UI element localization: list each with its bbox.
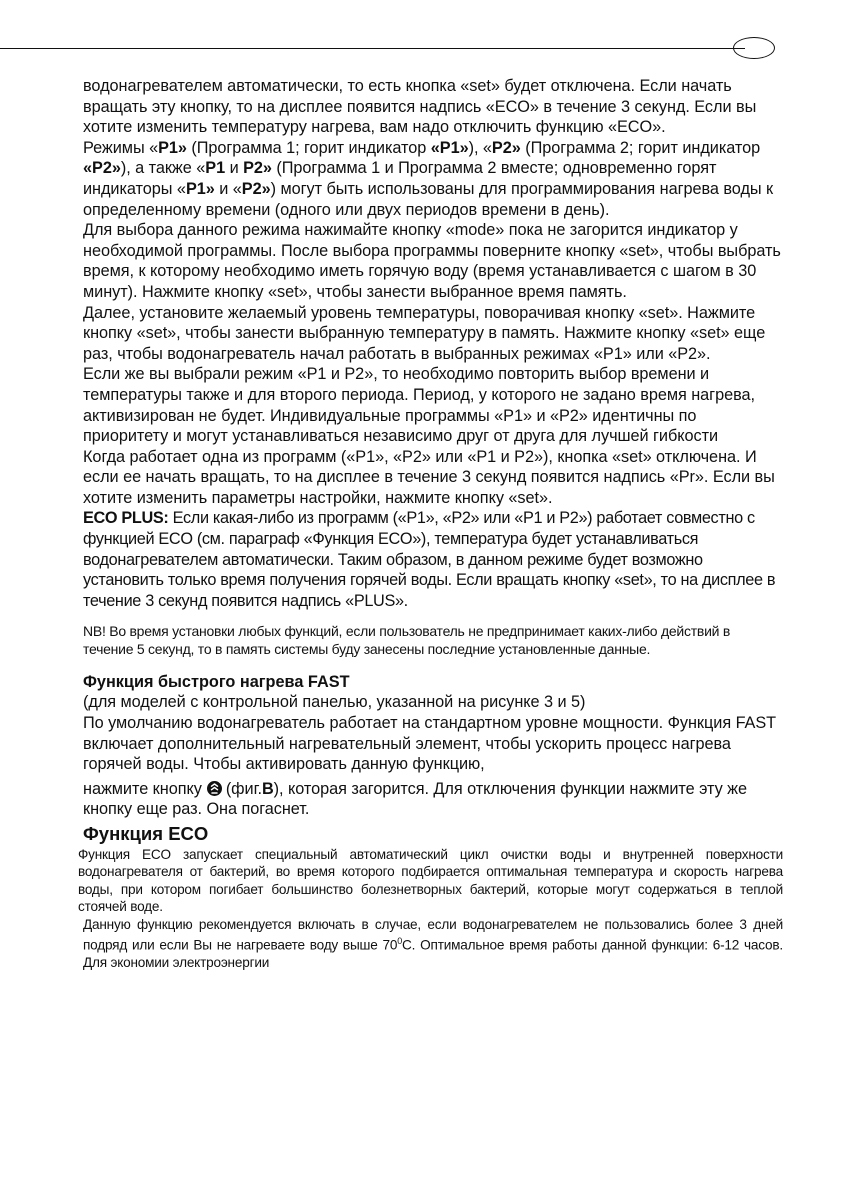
paragraph-p1-p2: Если же вы выбрали режим «P1 и P2», то необходимо повторить выбор времени и температуры также и для второго периода. Период, у которого не задано время нагрева, активизирован не будет. Индивидуальные программы «P1» и «P2» идентичны по приоритету и могут устанавливаться независимо друг от друга для лучшей гибкости	[83, 365, 755, 446]
paragraph-modes: Режимы «P1» (Программа 1; горит индикатор «P1»), «P2» (Программа 2; горит индикатор «P2»), а также «P1 и P2» (Программа 1 и Программа 2 вместе; одновременно горят индикаторы «P1» и «P2») могут быть использованы для программирования нагрева воды к определенному времени (одного или двух периодов времени в день).	[83, 138, 774, 219]
paragraph-eco-continued: водонагревателем автоматически, то есть кнопка «set» будет отключена. Если начать вращать эту кнопку, то на дисплее появится надпись «ECO» в течение 3 секунд. Если вы хотите изменить температуру нагрева, вам надо отключить функцию «ECO».	[83, 77, 757, 137]
fast-note: (для моделей с контрольной панелью, указанной на рисунке 3 и 5)	[83, 693, 586, 712]
fast-button-text: нажмите кнопку (фиг.B), которая загорится. Для отключения функции нажмите эту же кнопку еще раз. Она погаснет.	[83, 779, 747, 819]
header-rule	[0, 48, 745, 49]
eco-text: Функция ECO запускает специальный автоматический цикл очистки воды и внутренней поверхности водонагревателя от бактерий, во время которого подбирается оптимальная температура и скорость нагрева воды, при котором погибает большинство болезнетворных бактерий, которые могут содержаться в теплой стоячей воде.	[78, 847, 783, 915]
paragraph-temperature: Далее, установите желаемый уровень температуры, поворачивая кнопку «set». Нажмите кнопку «set», чтобы занести выбранную температуру в память. Нажмите кнопку «set» еще раз, чтобы водонагреватель начал работать в выбранных режимах «P1» или «P2».	[83, 303, 766, 363]
fast-button-icon	[207, 781, 222, 796]
eco-heading: Функция ECO	[83, 823, 209, 844]
paragraph-eco-plus: ECO PLUS: Если какая-либо из программ («P1», «P2» или «P1 и P2») работает совместно с функцией ECO (см. параграф «Функция ECO»), температура будет устанавливаться водонагревателем автоматически. Таким образом, в данном режиме будет возможно установить только время получения горячей воды. Если вращать кнопку «set», то на дисплее в течение 3 секунд появится надпись «PLUS».	[83, 509, 776, 610]
page-number-oval	[733, 37, 775, 59]
eco-plus-label: ECO PLUS:	[83, 509, 169, 528]
eco-recommendation: Данную функцию рекомендуется включать в случае, если водонагревателем не пользовались более 3 дней подряд или если Вы не нагреваете воду выше $70^0C$. Оптимальное время работы данной функции: 6-12 часов. Для экономии электроэнергии	[83, 916, 783, 970]
page-content	[78, 76, 783, 971]
nb-note: NB! Во время установки любых функций, если пользователь не предпринимает каких-либо действий в течение 5 секунд, то в память системы буду занесены последние установленные данные.	[83, 623, 731, 657]
paragraph-mode-select: Для выбора данного режима нажимайте кнопку «mode» пока не загорится индикатор у необходимой программы. После выбора программы поверните кнопку «set», чтобы выбрать время, к которому необходимо иметь горячую воду (время устанавливается с шагом в 30 минут). Нажмите кнопку «set», чтобы занести выбранное время память.	[83, 221, 781, 301]
fast-text: По умолчанию водонагреватель работает на стандартном уровне мощности. Функция FAST включает дополнительный нагревательный элемент, чтобы ускорить процесс нагрева горячей воды. Чтобы активировать данную функцию,	[83, 714, 776, 774]
paragraph-program-running: Когда работает одна из программ («P1», «P2» или «P1 и P2»), кнопка «set» отключена. И если ее начать вращать, то на дисплее в течение 3 секунд появится надпись «Pr». Если вы хотите изменить параметры настройки, нажмите кнопку «set».	[83, 447, 775, 507]
fast-heading: Функция быстрого нагрева FAST	[83, 672, 350, 691]
